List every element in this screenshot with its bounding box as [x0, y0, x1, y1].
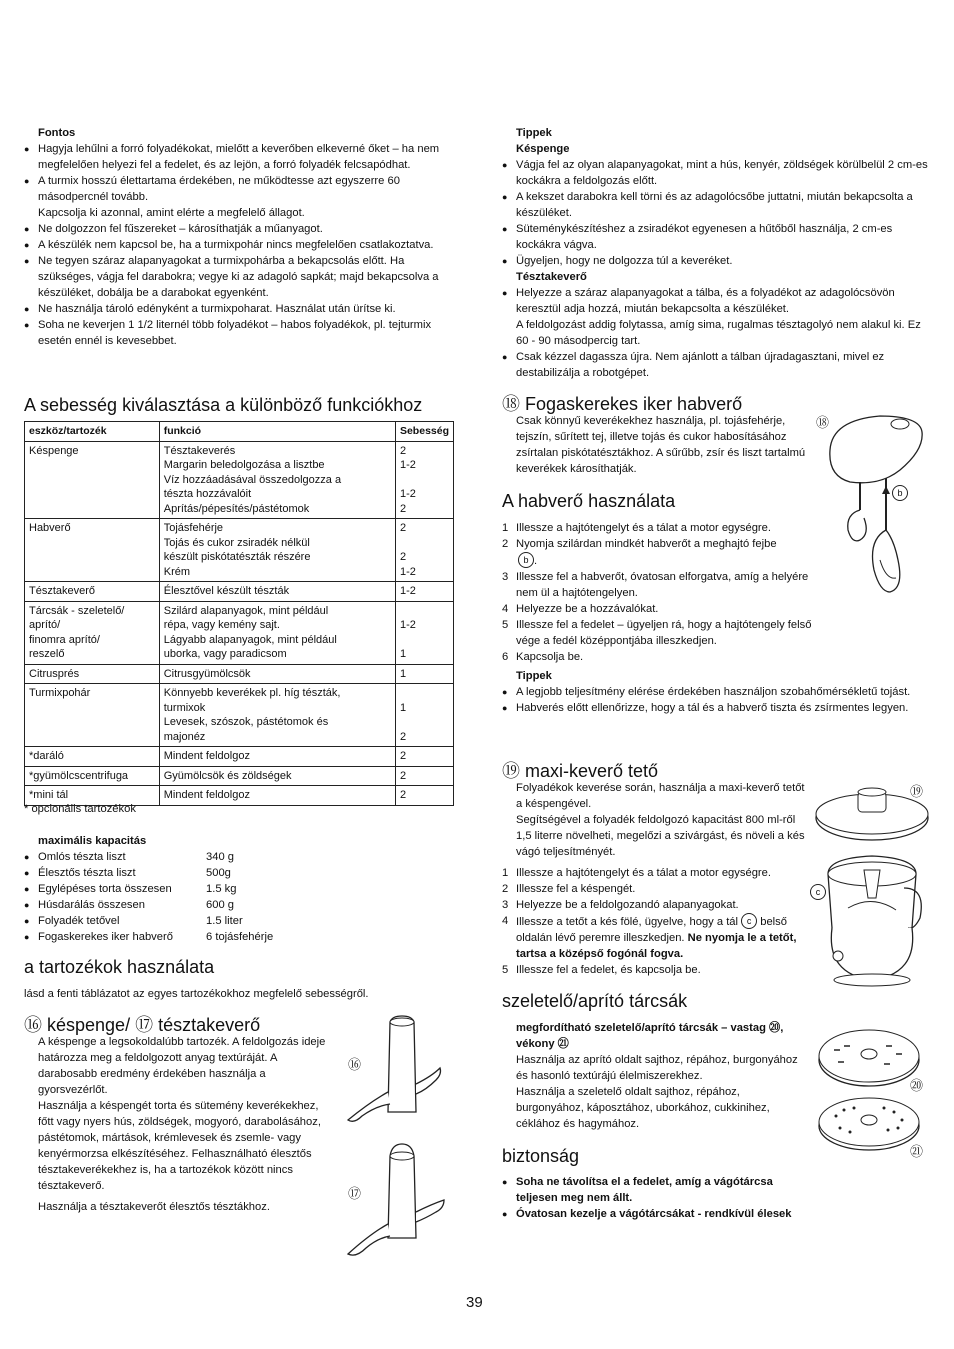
step-text: Illessze fel a fedelet – ügyeljen rá, hogy a hajtótengely felső vége a fedél középpontjába illeszkedjen. — [516, 619, 812, 647]
speed-table-row — [25, 441, 454, 519]
habvero-tippek — [502, 668, 930, 716]
habvero-tip-item: ● A legjobb teljesítmény elérése érdekében használjon szobahőmérsékletű tojást. — [502, 684, 930, 700]
speed-cell-function: Tésztakeverés Margarin beledolgozása a lisztbe Víz hozzáadásával összedolgozza a tészta hozzávalóit Aprítás/pépesítés/pástétomok — [159, 441, 395, 519]
label-19: ⑲ — [910, 784, 924, 799]
fontos-title: Fontos — [38, 127, 76, 139]
maxi-step-4: 4 Illessze a tetőt a kés fölé, ügyelve, hogy a tál c belső oldalán lévő peremre illeszkedjen. Ne nyomja le a tetőt, tartsa a középső fogónál fogva. — [502, 915, 797, 960]
speed-table-row — [25, 582, 454, 602]
whisk-illustration — [820, 410, 930, 600]
maxi-step-4-warning: Ne nyomja le a tetőt, tartsa a középső fogónál fogva. — [516, 932, 797, 960]
fontos-item: ● Soha ne keverjen 1 1/2 liternél több folyadékot – habos folyadékok, pl. tejturmix esetén ennél is kevesebbet. — [24, 317, 454, 349]
habvero-step — [502, 601, 812, 617]
fontos-section — [24, 125, 454, 349]
fontos-item: ● Ne tegyen száraz alapanyagokat a turmixpohárba a bekapcsolás előtt. Ha szükséges, vágja fel darabokra; vegye ki az adagoló sapkát; majd bekapcsolva a készüléket, dobálja be a darabokat egyenként. — [24, 253, 454, 301]
step-number: 3 — [502, 571, 509, 583]
capacity-title: maximális kapacitás — [38, 835, 147, 847]
maxi-lid-processor-illustration — [808, 778, 932, 988]
speed-cell-function: Élesztővel készült tészták — [159, 582, 395, 602]
habvero-tippek-list — [502, 684, 930, 716]
speed-cell-function: Gyümölcsök és zöldségek — [159, 766, 395, 786]
kespenge-p3: Használja a tésztakeverőt élesztős tésztákhoz. — [38, 1201, 270, 1213]
kespenge-heading-b: tésztakeverő — [153, 1015, 261, 1035]
maxi-p2: Segítségével a folyadék feldolgozó kapacitást 800 ml-ről 1,5 literre növelheti, megelőzi a szivárgást, és növeli a kés vágó teljesítményét. — [516, 814, 805, 858]
habvero-tippek-title: Tippek — [516, 670, 552, 682]
kespenge-heading — [24, 1014, 260, 1036]
tippek-kespenge-item: ● Süteménykészítéshez a zsiradékot egyenesen a hűtőből használja, 2 cm-es kockákra vágva. — [502, 221, 930, 253]
biztonsag-item: ● Soha ne távolítsa el a fedelet, amíg a vágótárcsa teljesen meg nem állt. — [502, 1174, 792, 1206]
fogas-number: ⑱ — [502, 394, 520, 414]
capacity-label: Egylépéses torta összesen — [38, 883, 172, 895]
step-text: Helyezze be a hozzávalókat. — [516, 603, 659, 615]
speed-heading: A sebesség kiválasztása a különböző funkciókhoz — [24, 395, 423, 415]
step-text: Illessze a hajtótengelyt és a tálat a motor egységre. — [516, 522, 771, 534]
capacity-item — [24, 897, 454, 913]
tippek-kespenge-item: ● A kekszet darabokra kell törni és az adagolócsőbe juttatni, miután bekapcsolta a készüléket. — [502, 189, 930, 221]
speed-cell-tool: Késpenge — [25, 441, 160, 519]
tippek-sub-kespenge: Késpenge — [516, 143, 570, 155]
speed-cell-speed: 1 — [395, 664, 453, 684]
label-17: ⑰ — [348, 1186, 362, 1201]
speed-cell-function: Könnyebb keverékek pl. híg tészták, turmixok Levesek, szószok, pástétomok és majonéz — [159, 684, 395, 747]
capacity-item — [24, 913, 454, 929]
habvero-step — [502, 617, 812, 649]
speed-table-row — [25, 747, 454, 767]
szeleto-heading: szeletelő/aprító tárcsák — [502, 991, 688, 1011]
kespenge-heading-a: késpenge/ — [42, 1015, 136, 1035]
habvero-step — [502, 569, 812, 601]
speed-cell-speed: 2 2 1-2 — [395, 519, 453, 582]
capacity-item — [24, 929, 454, 945]
kespenge-p2: Használja a késpengét torta és sütemény keverékekhez, főtt vagy nyers hús, zöldségek, mogyoró, darabolásához, pástétomok, mártások, krémlevesek és zsemle- vagy kenyérmorzsa elkészítéséhez. Felhasználható élesztős tésztakeverékekhez is, ha a tartozékok között nincs tésztakeverő. — [38, 1100, 321, 1192]
speed-cell-function: Mindent feldolgoz — [159, 747, 395, 767]
maxi-number: ⑲ — [502, 761, 520, 781]
tippek-sub-tesztakevero: Tésztakeverő — [516, 271, 587, 283]
tippek-title: Tippek — [516, 127, 552, 139]
speed-cell-tool: *mini tál — [25, 786, 160, 806]
step-number: 6 — [502, 651, 509, 663]
kespenge-p1: A késpenge a legsokoldalúbb tartozék. A feldolgozás ideje határozza meg a feldolgozott anyag textúráját. A darabosabb eredmény érdekében használja a gyorsvezérlőt. — [38, 1036, 326, 1096]
maxi-step-1: 1 Illessze a hajtótengelyt és a tálat a motor egységre. — [502, 867, 771, 879]
capacity-value: 600 g — [206, 899, 234, 911]
kespenge-number-16: ⑯ — [24, 1015, 42, 1035]
whisk-b-icon: b — [518, 552, 534, 568]
capacity-list — [24, 849, 454, 945]
capacity-value: 1.5 liter — [206, 915, 243, 927]
speed-cell-speed: 2 — [395, 786, 453, 806]
capacity-label: Élesztős tészta liszt — [38, 867, 136, 879]
speed-cell-tool: Citrusprés — [25, 664, 160, 684]
maxi-heading-text: maxi-keverő tető — [520, 761, 659, 781]
bowl-c-icon: c — [741, 913, 757, 929]
fogas-heading — [502, 393, 742, 415]
biztonsag-list — [502, 1174, 792, 1222]
speed-table-row — [25, 766, 454, 786]
szeleto-sub-a: megfordítható szeletelő/aprító tárcsák – vastag ⑳, — [516, 1022, 784, 1034]
speed-col-tool: eszköz/tartozék — [25, 422, 160, 442]
maxi-text — [516, 780, 808, 860]
speed-cell-speed: 2 — [395, 747, 453, 767]
maxi-step-3: 3 Helyezze be a feldolgozandó alapanyagokat. — [502, 899, 739, 911]
step-number: 2 — [502, 538, 509, 550]
speed-cell-function: Tojásfehérje Tojás és cukor zsiradék nélkül készült piskótatészták részére Krém — [159, 519, 395, 582]
speed-cell-tool: Tésztakeverő — [25, 582, 160, 602]
fogas-text: Csak könnyű keverékekhez használja, pl. tojásfehérje, tejszín, sűrített tej, illetve tojás és cukor habosításához zsírtalan piskótatésztákhoz. A sűrűbb, zsír és liszt tartalmú keverékek károsíthatják. — [516, 415, 806, 475]
capacity-value: 500g — [206, 867, 231, 879]
speed-cell-tool: Habverő — [25, 519, 160, 582]
habvero-heading: A habverő használata — [502, 491, 676, 511]
discs-illustration — [814, 1024, 924, 1154]
habvero-tip-item: ● Habverés előtt ellenőrizze, hogy a tál és a habverő tiszta és zsírmentes legyen. — [502, 700, 930, 716]
kespenge-number-17: ⑰ — [135, 1015, 154, 1035]
maxi-step-5: 5 Illessze fel a fedelet, és kapcsolja be. — [502, 964, 701, 976]
page-number: 39 — [466, 1294, 483, 1311]
kespenge-text — [38, 1034, 334, 1215]
fontos-item: ● A turmix hosszú élettartama érdekében, ne működtesse azt egyszerre 60 másodpercnél tovább. Kapcsolja ki azonnal, amint elérte a megfelelő állagot. — [24, 173, 454, 221]
speed-cell-speed: 1 2 — [395, 684, 453, 747]
maxi-heading — [502, 760, 658, 782]
maxi-step-2: 2 Illessze fel a késpengét. — [502, 883, 636, 895]
habvero-steps — [502, 520, 812, 665]
fontos-list — [24, 141, 454, 349]
tartozekok-text: lásd a fenti táblázatot az egyes tartozékokhoz megfelelő sebességről. — [24, 988, 369, 1000]
capacity-value: 6 tojásfehérje — [206, 931, 274, 943]
habvero-step — [502, 520, 812, 536]
maxi-steps — [502, 865, 816, 978]
speed-table-header — [25, 422, 454, 442]
capacity-value: 340 g — [206, 851, 234, 863]
step-number: 4 — [502, 603, 509, 615]
szeleto-desc: Használja az aprító oldalt sajthoz, répához, burgonyához és hasonló textúrájú élelmiszerekhez. Használja a szeletelő oldalt sajthoz, répához, burgonyához, káposztához, uborkához, cukkinihez, céklához és hagymához. — [516, 1054, 798, 1130]
fogas-heading-text: Fogaskerekes iker habverő — [520, 394, 743, 414]
habvero-step — [502, 536, 812, 569]
speed-cell-speed: 1-2 — [395, 582, 453, 602]
capacity-label: Húsdarálás összesen — [38, 899, 145, 911]
step-number: 1 — [502, 522, 509, 534]
speed-col-function: funkció — [159, 422, 395, 442]
capacity-label: Omlós tészta liszt — [38, 851, 126, 863]
step-text: Kapcsolja be. — [516, 651, 584, 663]
tippek-kespenge-item: ● Vágja fel az olyan alapanyagokat, mint a hús, kenyér, zöldségek körülbelül 2 cm-es kockákra a feldolgozás előtt. — [502, 157, 930, 189]
speed-table-row — [25, 601, 454, 664]
speed-table — [24, 421, 454, 806]
fontos-item: ● Ne használja tároló edényként a turmixpoharat. Használat után ürítse ki. — [24, 301, 454, 317]
tippek-tesztakevero-item: ● Csak kézzel dagassza újra. Nem ajánlott a tálban újradagasztani, mivel ez destabilizálja a robotgépet. — [502, 349, 930, 381]
step-end: . — [534, 555, 538, 567]
speed-cell-function: Szilárd alapanyagok, mint például répa, vagy kemény sajt. Lágyabb alapanyagok, mint például uborka, vagy paradicsom — [159, 601, 395, 664]
biztonsag-heading: biztonság — [502, 1146, 580, 1166]
maxi-p1: Folyadékok keverése során, használja a maxi-keverő tetőt a késpengével. — [516, 782, 805, 810]
tippek-kespenge-item: ● Ügyeljen, hogy ne dolgozza túl a keveréket. — [502, 253, 930, 269]
label-21: ㉑ — [910, 1144, 924, 1159]
label-16: ⑯ — [348, 1057, 362, 1072]
speed-table-row — [25, 684, 454, 747]
label-b: b — [892, 485, 908, 501]
step-text: Illessze fel a habverőt, óvatosan elforgatva, amíg a helyére nem ül a hajtótengelyen. — [516, 571, 809, 599]
tippek-section — [502, 125, 930, 381]
tippek-tesztakevero-item: ● Helyezze a száraz alapanyagokat a tálba, és a folyadékot az adagolócsövön keresztül adja hozzá, miután bekapcsolta a készüléket. A feldolgozást addig folytassa, amíg sima, rugalmas tésztagolyó nem alakul ki. Ez 60 - 90 másodpercig tart. — [502, 285, 930, 349]
capacity-label: Fogaskerekes iker habverő — [38, 931, 173, 943]
speed-cell-speed: 2 — [395, 766, 453, 786]
speed-table-row — [25, 519, 454, 582]
step-number: 5 — [502, 619, 509, 631]
label-18: ⑱ — [816, 415, 830, 430]
capacity-item — [24, 849, 454, 865]
tartozekok-heading: a tartozékok használata — [24, 957, 215, 977]
tippek-list-1 — [502, 157, 930, 269]
speed-cell-speed: 1-2 1 — [395, 601, 453, 664]
fontos-item: ● Ne dolgozzon fel fűszereket – károsíthatják a műanyagot. — [24, 221, 454, 237]
capacity-value: 1.5 kg — [206, 883, 237, 895]
speed-footnote: * opcionális tartozékok — [24, 803, 136, 815]
fontos-item: ● A készülék nem kapcsol be, ha a turmixpohár nincs megfelelően csatlakoztatva. — [24, 237, 454, 253]
capacity-item — [24, 865, 454, 881]
biztonsag-item: ● Óvatosan kezelje a vágótárcsákat - rendkívül élesek — [502, 1206, 792, 1222]
speed-cell-tool: Tárcsák - szeletelő/ aprító/ finomra aprító/ reszelő — [25, 601, 160, 664]
speed-cell-tool: *daráló — [25, 747, 160, 767]
capacity-item — [24, 881, 454, 897]
speed-cell-function: Mindent feldolgoz — [159, 786, 395, 806]
speed-cell-tool: Turmixpohár — [25, 684, 160, 747]
speed-cell-tool: *gyümölcscentrifuga — [25, 766, 160, 786]
tippek-list-2 — [502, 285, 930, 381]
habvero-step — [502, 649, 812, 665]
capacity-label: Folyadék tetővel — [38, 915, 120, 927]
szeleto-text — [516, 1020, 808, 1132]
szeleto-sub-b: vékony ㉑ — [516, 1038, 569, 1050]
speed-cell-function: Citrusgyümölcsök — [159, 664, 395, 684]
speed-col-speed: Sebesség — [395, 422, 453, 442]
speed-cell-speed: 2 1-2 1-2 2 — [395, 441, 453, 519]
label-20: ⑳ — [910, 1078, 924, 1093]
label-c: c — [810, 884, 826, 900]
step-text: Nyomja szilárdan mindkét habverőt a meghajtó fejbe — [516, 538, 777, 550]
speed-table-row — [25, 664, 454, 684]
fontos-item: ● Hagyja lehűlni a forró folyadékokat, mielőtt a keverőben elkeverné őket – ha nem megfelelően helyezi fel a fedelet, és az lejön, a forró folyadék felcsapódhat. — [24, 141, 454, 173]
